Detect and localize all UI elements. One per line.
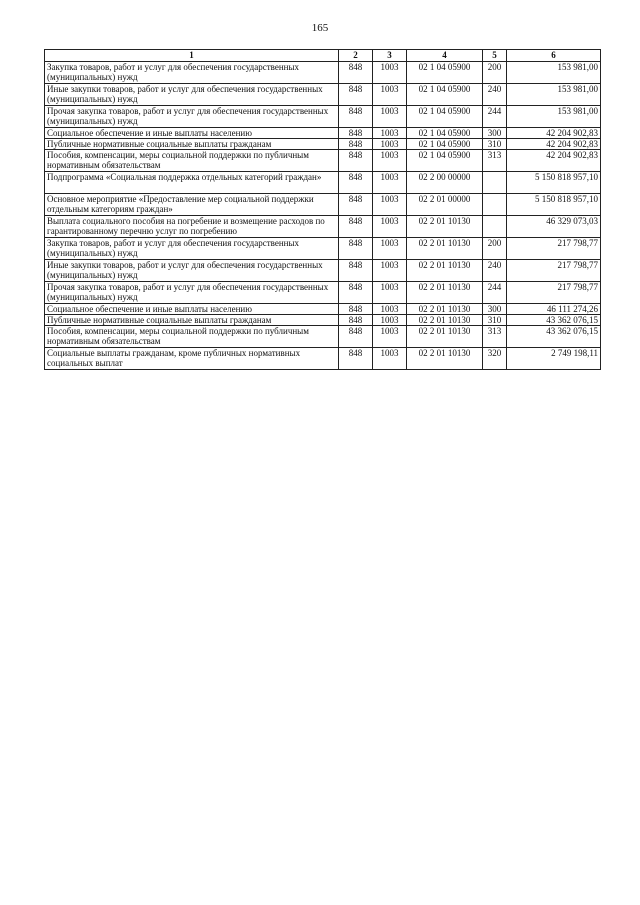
target-article-code: 02 1 04 05900 xyxy=(407,106,483,128)
ministry-code: 848 xyxy=(339,238,373,260)
target-article-code: 02 2 01 10130 xyxy=(407,315,483,326)
ministry-code: 848 xyxy=(339,84,373,106)
ministry-code: 848 xyxy=(339,106,373,128)
amount: 42 204 902,83 xyxy=(507,150,601,172)
ministry-code: 848 xyxy=(339,304,373,315)
expense-type-code xyxy=(483,172,507,194)
section-code: 1003 xyxy=(373,315,407,326)
expense-type-code: 200 xyxy=(483,62,507,84)
amount: 153 981,00 xyxy=(507,62,601,84)
table-row xyxy=(45,62,601,84)
table-row xyxy=(45,84,601,106)
expense-type-code: 200 xyxy=(483,238,507,260)
row-label: Подпрограмма «Социальная поддержка отдельных категорий граждан» xyxy=(45,172,339,194)
column-header: 3 xyxy=(373,50,407,62)
page-number: 165 xyxy=(311,22,329,34)
section-code: 1003 xyxy=(373,84,407,106)
section-code: 1003 xyxy=(373,326,407,348)
row-label: Закупка товаров, работ и услуг для обеспечения государственных (муниципальных) нужд xyxy=(45,62,339,84)
table-row xyxy=(45,260,601,282)
row-label: Закупка товаров, работ и услуг для обеспечения государственных (муниципальных) нужд xyxy=(45,238,339,260)
ministry-code: 848 xyxy=(339,139,373,150)
row-label: Социальное обеспечение и иные выплаты населению xyxy=(45,304,339,315)
target-article-code: 02 1 04 05900 xyxy=(407,62,483,84)
header-row xyxy=(45,50,601,62)
section-code: 1003 xyxy=(373,139,407,150)
table-body xyxy=(45,62,601,370)
expense-type-code: 244 xyxy=(483,106,507,128)
expense-type-code: 240 xyxy=(483,260,507,282)
target-article-code: 02 2 01 00000 xyxy=(407,194,483,216)
column-header: 2 xyxy=(339,50,373,62)
amount: 153 981,00 xyxy=(507,106,601,128)
expense-type-code: 310 xyxy=(483,315,507,326)
row-label: Иные закупки товаров, работ и услуг для обеспечения государственных (муниципальных) нужд xyxy=(45,84,339,106)
amount: 5 150 818 957,10 xyxy=(507,194,601,216)
section-code: 1003 xyxy=(373,282,407,304)
target-article-code: 02 1 04 05900 xyxy=(407,139,483,150)
ministry-code: 848 xyxy=(339,315,373,326)
table-row xyxy=(45,282,601,304)
row-label: Пособия, компенсации, меры социальной поддержки по публичным нормативным обязательствам xyxy=(45,150,339,172)
column-header: 4 xyxy=(407,50,483,62)
table-row xyxy=(45,304,601,315)
expense-type-code: 310 xyxy=(483,139,507,150)
section-code: 1003 xyxy=(373,194,407,216)
amount: 43 362 076,15 xyxy=(507,326,601,348)
table-row xyxy=(45,194,601,216)
amount: 42 204 902,83 xyxy=(507,128,601,139)
table-row xyxy=(45,315,601,326)
table-row xyxy=(45,106,601,128)
row-label: Прочая закупка товаров, работ и услуг для обеспечения государственных (муниципальных) нужд xyxy=(45,106,339,128)
target-article-code: 02 2 00 00000 xyxy=(407,172,483,194)
target-article-code: 02 2 01 10130 xyxy=(407,282,483,304)
ministry-code: 848 xyxy=(339,260,373,282)
table-row xyxy=(45,139,601,150)
section-code: 1003 xyxy=(373,216,407,238)
ministry-code: 848 xyxy=(339,348,373,370)
table-row xyxy=(45,128,601,139)
amount: 42 204 902,83 xyxy=(507,139,601,150)
column-header: 6 xyxy=(507,50,601,62)
table-row xyxy=(45,348,601,370)
section-code: 1003 xyxy=(373,238,407,260)
expense-type-code: 313 xyxy=(483,326,507,348)
amount: 217 798,77 xyxy=(507,260,601,282)
target-article-code: 02 2 01 10130 xyxy=(407,216,483,238)
amount: 46 111 274,26 xyxy=(507,304,601,315)
amount: 43 362 076,15 xyxy=(507,315,601,326)
ministry-code: 848 xyxy=(339,194,373,216)
section-code: 1003 xyxy=(373,128,407,139)
amount: 2 749 198,11 xyxy=(507,348,601,370)
expense-type-code: 240 xyxy=(483,84,507,106)
ministry-code: 848 xyxy=(339,326,373,348)
expense-type-code: 313 xyxy=(483,150,507,172)
expense-type-code xyxy=(483,194,507,216)
target-article-code: 02 2 01 10130 xyxy=(407,238,483,260)
amount: 153 981,00 xyxy=(507,84,601,106)
row-label: Выплата социального пособия на погребение и возмещение расходов по гарантированному перечню услуг по погребению xyxy=(45,216,339,238)
table-row xyxy=(45,216,601,238)
section-code: 1003 xyxy=(373,62,407,84)
target-article-code: 02 1 04 05900 xyxy=(407,150,483,172)
row-label: Публичные нормативные социальные выплаты гражданам xyxy=(45,139,339,150)
target-article-code: 02 2 01 10130 xyxy=(407,326,483,348)
target-article-code: 02 2 01 10130 xyxy=(407,260,483,282)
ministry-code: 848 xyxy=(339,172,373,194)
column-header: 1 xyxy=(45,50,339,62)
section-code: 1003 xyxy=(373,260,407,282)
amount: 5 150 818 957,10 xyxy=(507,172,601,194)
row-label: Основное мероприятие «Предоставление мер социальной поддержки отдельным категориям граждан» xyxy=(45,194,339,216)
expense-type-code: 320 xyxy=(483,348,507,370)
ministry-code: 848 xyxy=(339,62,373,84)
row-label: Социальные выплаты гражданам, кроме публичных нормативных социальных выплат xyxy=(45,348,339,370)
target-article-code: 02 2 01 10130 xyxy=(407,348,483,370)
ministry-code: 848 xyxy=(339,150,373,172)
amount: 217 798,77 xyxy=(507,238,601,260)
row-label: Социальное обеспечение и иные выплаты населению xyxy=(45,128,339,139)
expense-type-code: 244 xyxy=(483,282,507,304)
target-article-code: 02 2 01 10130 xyxy=(407,304,483,315)
row-label: Иные закупки товаров, работ и услуг для обеспечения государственных (муниципальных) нужд xyxy=(45,260,339,282)
ministry-code: 848 xyxy=(339,128,373,139)
table-row xyxy=(45,150,601,172)
section-code: 1003 xyxy=(373,304,407,315)
target-article-code: 02 1 04 05900 xyxy=(407,84,483,106)
row-label: Прочая закупка товаров, работ и услуг для обеспечения государственных (муниципальных) нужд xyxy=(45,282,339,304)
expense-type-code: 300 xyxy=(483,304,507,315)
section-code: 1003 xyxy=(373,172,407,194)
section-code: 1003 xyxy=(373,348,407,370)
section-code: 1003 xyxy=(373,150,407,172)
amount: 217 798,77 xyxy=(507,282,601,304)
amount: 46 329 073,03 xyxy=(507,216,601,238)
expense-type-code: 300 xyxy=(483,128,507,139)
table-row xyxy=(45,238,601,260)
expense-type-code xyxy=(483,216,507,238)
budget-table xyxy=(44,49,601,370)
table-row xyxy=(45,326,601,348)
row-label: Публичные нормативные социальные выплаты гражданам xyxy=(45,315,339,326)
ministry-code: 848 xyxy=(339,216,373,238)
column-header: 5 xyxy=(483,50,507,62)
section-code: 1003 xyxy=(373,106,407,128)
target-article-code: 02 1 04 05900 xyxy=(407,128,483,139)
ministry-code: 848 xyxy=(339,282,373,304)
table-row xyxy=(45,172,601,194)
row-label: Пособия, компенсации, меры социальной поддержки по публичным нормативным обязательствам xyxy=(45,326,339,348)
